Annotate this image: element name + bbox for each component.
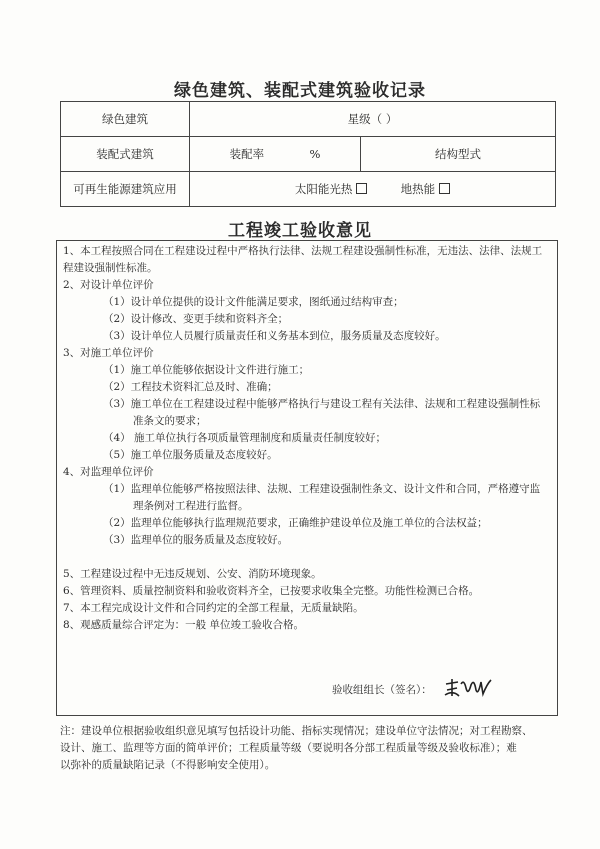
opinion-line: （1）施工单位能够依据设计文件进行施工；: [103, 364, 310, 376]
geothermal-checkbox[interactable]: [439, 183, 450, 194]
footnote-line: 以弥补的质量缺陷记录（不得影响安全使用）。: [60, 759, 276, 771]
opinion-line: （3）施工单位在工程建设过程中能够严格执行与建设工程有关法律、法规和工程建设强制性标: [103, 398, 541, 410]
renewable-options: [190, 172, 556, 207]
info-table: [60, 101, 556, 207]
opinion-line: 准条文的要求；: [133, 415, 207, 427]
footnote: [60, 723, 560, 774]
structure-type: 结构型式: [361, 137, 556, 172]
star-level: 星级（ ）: [190, 102, 556, 137]
record-title: 绿色建筑、装配式建筑验收记录: [174, 81, 426, 101]
opinion-line: 4、对监理单位评价: [63, 466, 154, 478]
opinion-line: （2）监理单位能够执行监理规范要求，正确维护建设单位及施工单位的合法权益；: [103, 517, 488, 529]
opinion-line: （1）设计单位提供的设计文件能满足要求，图纸通过结构审查；: [103, 296, 404, 308]
renewable-label: 可再生能源建筑应用: [61, 172, 190, 207]
opinion-line: （2）工程技术资料汇总及时、准确；: [103, 381, 278, 393]
opinion-line: （2）设计修改、变更手续和资料齐全；: [103, 313, 289, 325]
opinion-line: 2、对设计单位评价: [63, 279, 154, 291]
opinion-line: 理条例对工程进行监督。: [133, 500, 249, 512]
opinion-line: 8、观感质量综合评定为：一般 单位竣工验收合格。: [63, 619, 305, 631]
opinion-line: 6、管理资料、质量控制资料和验收资料齐全，已按要求收集全完整。功能性检测已合格。: [63, 585, 480, 597]
prefab-rate-label: 装配率: [229, 147, 265, 161]
opinion-line: 程建设强制性标准。: [63, 262, 158, 274]
handwritten-signature: [443, 676, 493, 700]
leader-signature-label: 验收组组长（签名）：: [332, 684, 432, 696]
opinion-line: （3）设计单位人员履行质量责任和义务基本到位，服务质量及态度较好。: [103, 330, 446, 342]
footnote-line: 设计、施工、监理等方面的简单评价；工程质量等级（要说明各分部工程质量等级及验收标准）；难: [60, 742, 517, 754]
opinion-line: （3）监理单位的服务质量及态度较好。: [103, 534, 289, 546]
prefab-rate-cell: [190, 137, 361, 172]
opinion-box: [56, 240, 558, 716]
solar-checkbox[interactable]: [356, 183, 367, 194]
opinion-line: （5）施工单位服务质量及态度较好。: [103, 449, 278, 461]
opinion-line: 5、工程建设过程中无违反规划、公安、消防环境现象。: [63, 568, 322, 580]
footnote-line: 注：建设单位根据验收组织意见填写包括设计功能、指标实现情况；建设单位守法情况；对工程勘察、: [60, 725, 533, 737]
opinion-line: 3、对施工单位评价: [63, 347, 154, 359]
solar-label: 太阳能光热: [294, 182, 353, 196]
opinion-line: （1）监理单位能够严格按照法律、法规、工程建设强制性条文、设计文件和合同，严格遵守监: [103, 483, 541, 495]
opinion-line: 7、本工程完成设计文件和合同约定的全部工程量，无质量缺陷。: [63, 602, 364, 614]
opinion-line: 1、本工程按照合同在工程建设过程中严格执行法律、法规工程建设强制性标准，无违法、法律、法规工: [63, 245, 543, 257]
prefab-label: 装配式建筑: [61, 137, 190, 172]
section-title: 工程竣工验收意见: [228, 221, 372, 241]
opinion-line: （4） 施工单位执行各项质量管理制度和质量责任制度较好；: [103, 432, 387, 444]
geothermal-label: 地热能: [400, 182, 436, 196]
percent-sign: %: [309, 147, 321, 161]
green-building-label: 绿色建筑: [61, 102, 190, 137]
